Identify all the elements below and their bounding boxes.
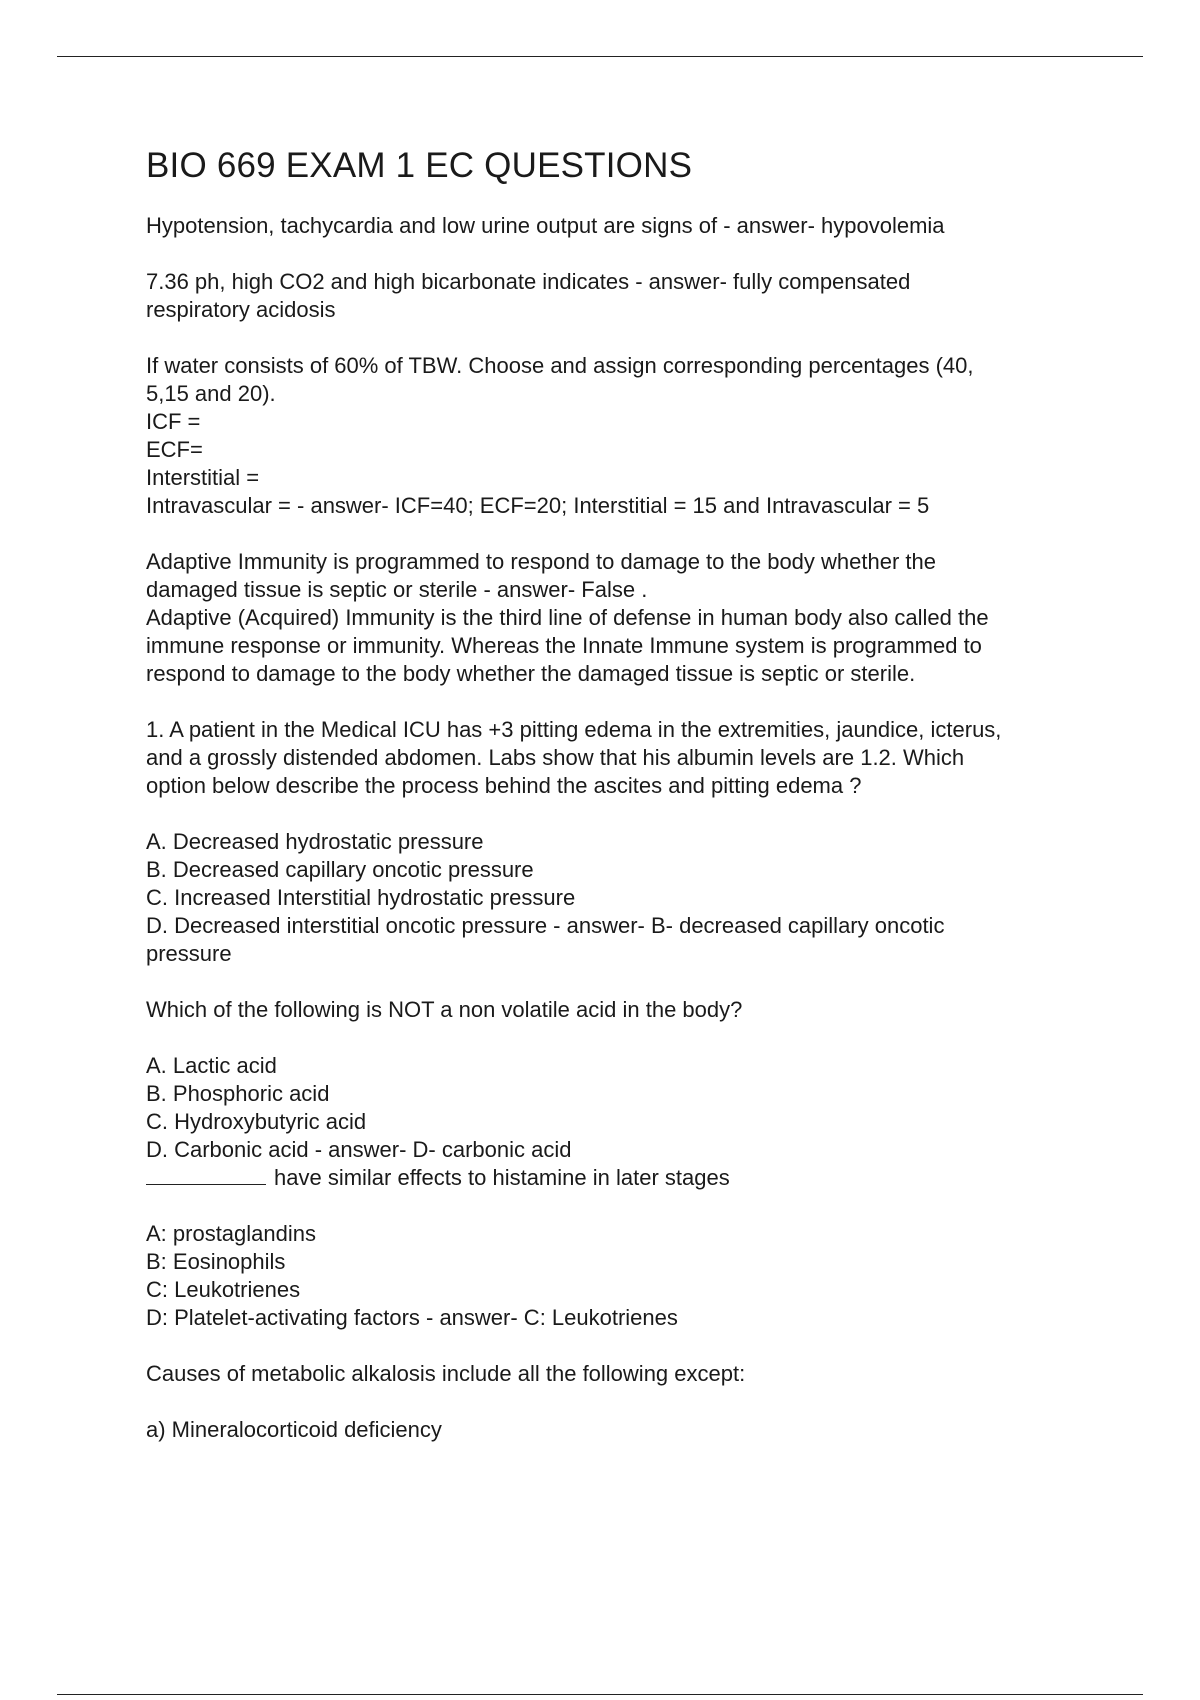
question-acid-options bbox=[146, 1052, 1086, 1192]
text-line: ECF= bbox=[146, 437, 203, 462]
question-edema-options bbox=[146, 828, 1086, 968]
question-edema-stem bbox=[146, 716, 1086, 800]
option-line: C. Increased Interstitial hydrostatic pressure bbox=[146, 885, 576, 910]
question-histamine-options bbox=[146, 1220, 1086, 1332]
text-line: respiratory acidosis bbox=[146, 297, 336, 322]
option-line: A. Decreased hydrostatic pressure bbox=[146, 829, 484, 854]
option-line: D: Platelet-activating factors - answer- C: Leukotrienes bbox=[146, 1305, 678, 1330]
question-tbw bbox=[146, 352, 1086, 520]
option-line: C: Leukotrienes bbox=[146, 1277, 301, 1302]
text-line: Adaptive (Acquired) Immunity is the third line of defense in human body also called the bbox=[146, 605, 989, 630]
question-hypovolemia bbox=[146, 212, 1086, 240]
text-line: immune response or immunity. Whereas the Innate Immune system is programmed to bbox=[146, 633, 982, 658]
option-line: pressure bbox=[146, 941, 232, 966]
option-line: A. Lactic acid bbox=[146, 1053, 277, 1078]
fill-blank-line bbox=[146, 1164, 1086, 1192]
option-line: B. Decreased capillary oncotic pressure bbox=[146, 857, 534, 882]
text-line: ICF = bbox=[146, 409, 201, 434]
text-line: Which of the following is NOT a non volatile acid in the body? bbox=[146, 997, 743, 1022]
question-alkalosis-options bbox=[146, 1416, 1086, 1444]
option-line: C. Hydroxybutyric acid bbox=[146, 1109, 367, 1134]
text-line: Interstitial = bbox=[146, 465, 260, 490]
document-body bbox=[146, 140, 1086, 1472]
text-line: Adaptive Immunity is programmed to respond to damage to the body whether the bbox=[146, 549, 936, 574]
header-rule bbox=[57, 56, 1143, 57]
footer-rule bbox=[57, 1694, 1143, 1695]
option-line: D. Decreased interstitial oncotic pressure - answer- B- decreased capillary oncotic bbox=[146, 913, 945, 938]
text-line: If water consists of 60% of TBW. Choose and assign corresponding percentages (40, bbox=[146, 353, 974, 378]
option-line: a) Mineralocorticoid deficiency bbox=[146, 1417, 442, 1442]
option-line: B. Phosphoric acid bbox=[146, 1081, 330, 1106]
text-line: damaged tissue is septic or sterile - answer- False . bbox=[146, 577, 648, 602]
option-line: D. Carbonic acid - answer- D- carbonic acid bbox=[146, 1137, 572, 1162]
question-adaptive-immunity bbox=[146, 548, 1086, 688]
question-acidosis bbox=[146, 268, 1086, 324]
text-line: Hypotension, tachycardia and low urine output are signs of - answer- hypovolemia bbox=[146, 213, 945, 238]
option-line: A: prostaglandins bbox=[146, 1221, 316, 1246]
question-alkalosis-stem bbox=[146, 1360, 1086, 1388]
text-line: respond to damage to the body whether the damaged tissue is septic or sterile. bbox=[146, 661, 916, 686]
question-acid-stem bbox=[146, 996, 1086, 1024]
document-title: BIO 669 EXAM 1 EC QUESTIONS bbox=[146, 146, 693, 185]
text-line: 5,15 and 20). bbox=[146, 381, 276, 406]
text-line: and a grossly distended abdomen. Labs show that his albumin levels are 1.2. Which bbox=[146, 745, 965, 770]
text-line: Intravascular = - answer- ICF=40; ECF=20; Interstitial = 15 and Intravascular = 5 bbox=[146, 493, 930, 518]
option-line: B: Eosinophils bbox=[146, 1249, 286, 1274]
text-line: Causes of metabolic alkalosis include all the following except: bbox=[146, 1361, 746, 1386]
text-line: 7.36 ph, high CO2 and high bicarbonate indicates - answer- fully compensated bbox=[146, 269, 911, 294]
blank-underline bbox=[146, 1166, 266, 1185]
text-line: option below describe the process behind the ascites and pitting edema ? bbox=[146, 773, 862, 798]
text-line: 1. A patient in the Medical ICU has +3 pitting edema in the extremities, jaundice, icterus, bbox=[146, 717, 1002, 742]
fill-blank-text: have similar effects to histamine in later stages bbox=[274, 1165, 730, 1190]
